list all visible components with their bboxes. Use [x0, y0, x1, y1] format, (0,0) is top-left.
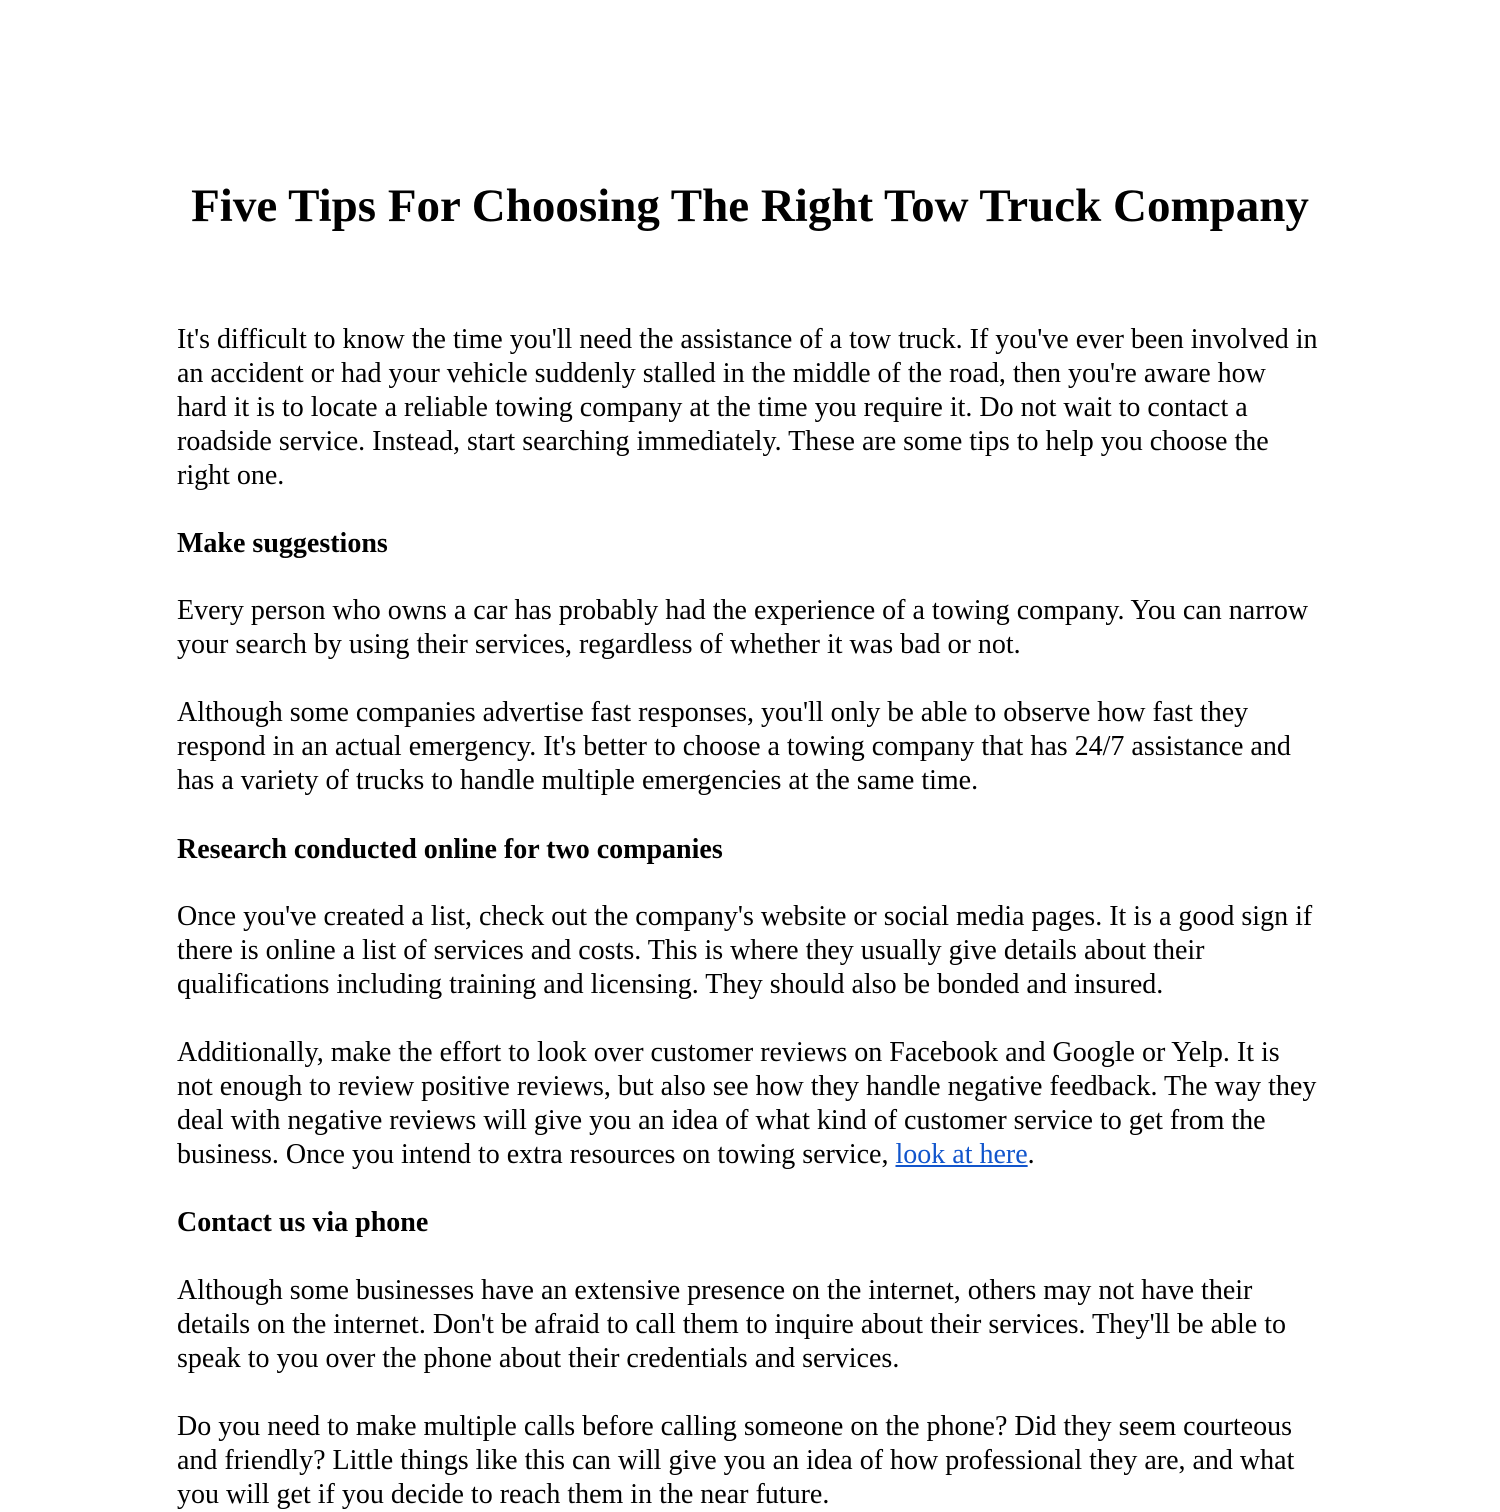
paragraph-phone-1: Although some businesses have an extensive presence on the internet, others may not have their details on the internet. Don't be afraid to call them to inquire about their services. They'll be able to speak to you over the phone about their credentials and services.: [177, 1275, 1287, 1374]
section-heading-research: Research conducted online for two companies: [177, 834, 723, 865]
section-heading-phone: Contact us via phone: [177, 1207, 429, 1238]
look-at-here-link[interactable]: look at here: [895, 1139, 1028, 1170]
paragraph-research-1: Once you've created a list, check out the company's website or social media pages. It is a good sign if there is online a list of services and costs. This is where they usually give details about their qualifications including training and licensing. They should also be bonded and insured.: [177, 901, 1313, 1000]
intro-paragraph: It's difficult to know the time you'll need the assistance of a tow truck. If you've ever been involved in an accident or had your vehicle suddenly stalled in the middle of the road, then you're aware how hard it is to locate a reliable towing company at the time you require it. Do not wait to contact a roadside service. Instead, start searching immediately. These are some tips to help you choose the right one.: [177, 324, 1318, 491]
paragraph-suggestions-1: Every person who owns a car has probably had the experience of a towing company. You can narrow your search by using their services, regardless of whether it was bad or not.: [177, 595, 1309, 660]
link-suffix: .: [1027, 1139, 1035, 1170]
paragraph-research-2-text: Additionally, make the effort to look over customer reviews on Facebook and Google or Yelp. It is not enough to review positive reviews, but also see how they handle negative feedback. The way they deal with negative reviews will give you an idea of what kind of customer service to get from the business. Once you intend to extra resources on towing service,: [177, 1037, 1317, 1170]
document-title: Five Tips For Choosing The Right Tow Truck Company: [191, 180, 1309, 232]
paragraph-suggestions-2: Although some companies advertise fast responses, you'll only be able to observe how fast they respond in an actual emergency. It's better to choose a towing company that has 24/7 assistance and has a variety of trucks to handle multiple emergencies at the same time.: [177, 697, 1291, 796]
paragraph-phone-2: Do you need to make multiple calls before calling someone on the phone? Did they seem courteous and friendly? Little things like this can will give you an idea of how professional they are, and what you will get if you decide to reach them in the near future.: [177, 1411, 1295, 1510]
section-heading-suggestions: Make suggestions: [177, 528, 388, 559]
paragraph-research-2: [177, 1036, 1322, 1172]
